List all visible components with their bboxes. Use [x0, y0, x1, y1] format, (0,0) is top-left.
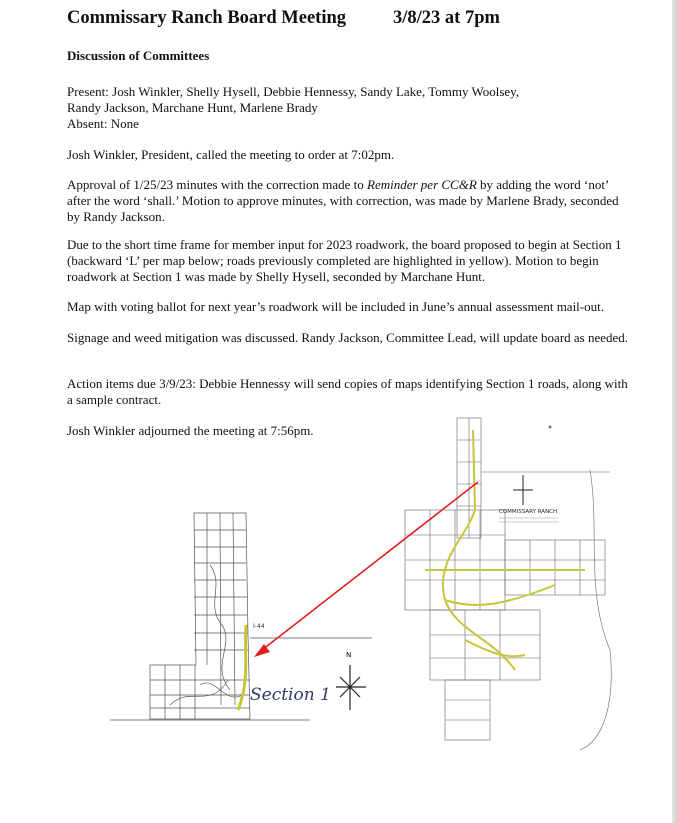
title-text: Commissary Ranch Board Meeting: [67, 8, 347, 28]
north-label: N: [346, 651, 352, 659]
present-line-2: Randy Jackson, Marchane Hunt, Marlene Brady: [67, 100, 318, 115]
approval-italic: Reminder per CC&R: [367, 177, 477, 192]
section-heading: Discussion of Committees: [67, 48, 210, 63]
present-line-1: Present: Josh Winkler, Shelly Hysell, Debbie Hennessy, Sandy Lake, Tommy Woolsey,: [67, 84, 520, 99]
absent-line: Absent: None: [67, 116, 139, 131]
map-dot: [549, 426, 552, 429]
page-edge: [672, 0, 678, 823]
roadwork-paragraph: Due to the short time frame for member input for 2023 roadwork, the board proposed to begin at Section 1 (backward ‘L’ per map below; roads previously completed are highlighted in yellow). Motion to begin roadwork at Section 1 was made by Shelly Hysell, seconded by Marchane Hunt.: [67, 237, 622, 284]
action-items-paragraph: Action items due 3/9/23: Debbie Hennessy will send copies of maps identifying Section 1 roads, along with a sample contract.: [67, 376, 628, 407]
approval-paragraph: [67, 177, 632, 225]
meeting-date: 3/8/23 at 7pm: [393, 8, 500, 28]
pointer-arrow: [240, 470, 490, 670]
call-to-order: Josh Winkler, President, called the meeting to order at 7:02pm.: [67, 147, 395, 162]
page-title: [67, 8, 500, 29]
signage-paragraph: Signage and weed mitigation was discussed. Randy Jackson, Committee Lead, will update board as needed.: [67, 330, 629, 345]
adjourn-paragraph: Josh Winkler adjourned the meeting at 7:56pm.: [67, 423, 314, 438]
section-1-label: Section 1: [250, 685, 331, 705]
ranch-map-label: COMMISSARY RANCH: [499, 509, 558, 515]
ballot-paragraph: Map with voting ballot for next year’s roadwork will be included in June’s annual assessment mail-out.: [67, 299, 604, 314]
arrow-line: [262, 482, 478, 650]
attendance: [67, 84, 632, 132]
approval-text-end: by adding the word ‘not’ after the word ‘shall.’ Motion to approve minutes, with correction, was made by Marlene Brady, seconded by Randy Jackson.: [67, 177, 619, 224]
road-label: I-44: [253, 623, 265, 630]
compass-icon-small: [513, 475, 533, 505]
compass-icon: [336, 665, 366, 710]
approval-text-start: Approval of 1/25/23 minutes with the correction made to: [67, 177, 368, 192]
